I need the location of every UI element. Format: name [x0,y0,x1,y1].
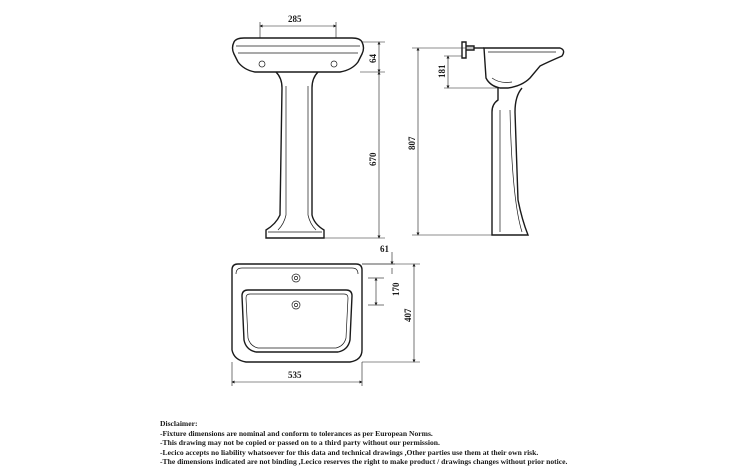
dim-total-height [407,48,492,235]
dim-plan-rim [362,244,395,274]
dim-label-285: 285 [288,14,302,24]
dim-plan-tap-offset [368,278,401,305]
dim-label-535: 535 [288,370,302,380]
dim-label-170: 170 [391,282,401,296]
dim-label-181: 181 [437,64,447,78]
disclaimer-title: Disclaimer: [160,419,198,428]
dim-label-407: 407 [403,308,413,322]
dim-label-64: 64 [368,54,378,63]
dim-label-670: 670 [368,152,378,166]
front-pedestal [266,72,324,238]
dim-side-basin-depth [437,56,498,88]
disclaimer-block [160,419,740,467]
front-view [233,38,364,238]
front-fixing-hole-right [331,61,337,67]
dim-plan-width [232,362,362,386]
front-fixing-hole-left [259,61,265,67]
plan-outer [232,264,362,362]
front-basin-rim [233,38,364,72]
dim-pedestal-height [324,72,385,238]
disclaimer-line-1: -Fixture dimensions are nominal and conform to tolerances as per European Norms. [160,428,433,438]
side-view [462,42,564,235]
side-tap [462,42,474,58]
disclaimer-line-2: -This drawing may not be copied or passed on to a third party without our permission. [160,438,440,448]
dim-label-807: 807 [407,136,417,150]
dim-plan-depth [362,264,420,362]
disclaimer-line-3: -Lecico accepts no liability whatsoever for this data and technical drawings ,Other parties use them at their own risk. [160,447,539,457]
plan-bowl [242,290,352,352]
plan-tap-hole [292,274,300,282]
plan-drain-hole [292,301,300,309]
dim-top-width [260,14,336,38]
dim-label-61: 61 [380,244,389,254]
plan-view [232,264,362,362]
side-basin [484,48,564,88]
disclaimer-line-4: -The dimensions indicated are not binding ,Lecico reserves the right to make product / drawings changes without prior notice. [160,457,568,467]
